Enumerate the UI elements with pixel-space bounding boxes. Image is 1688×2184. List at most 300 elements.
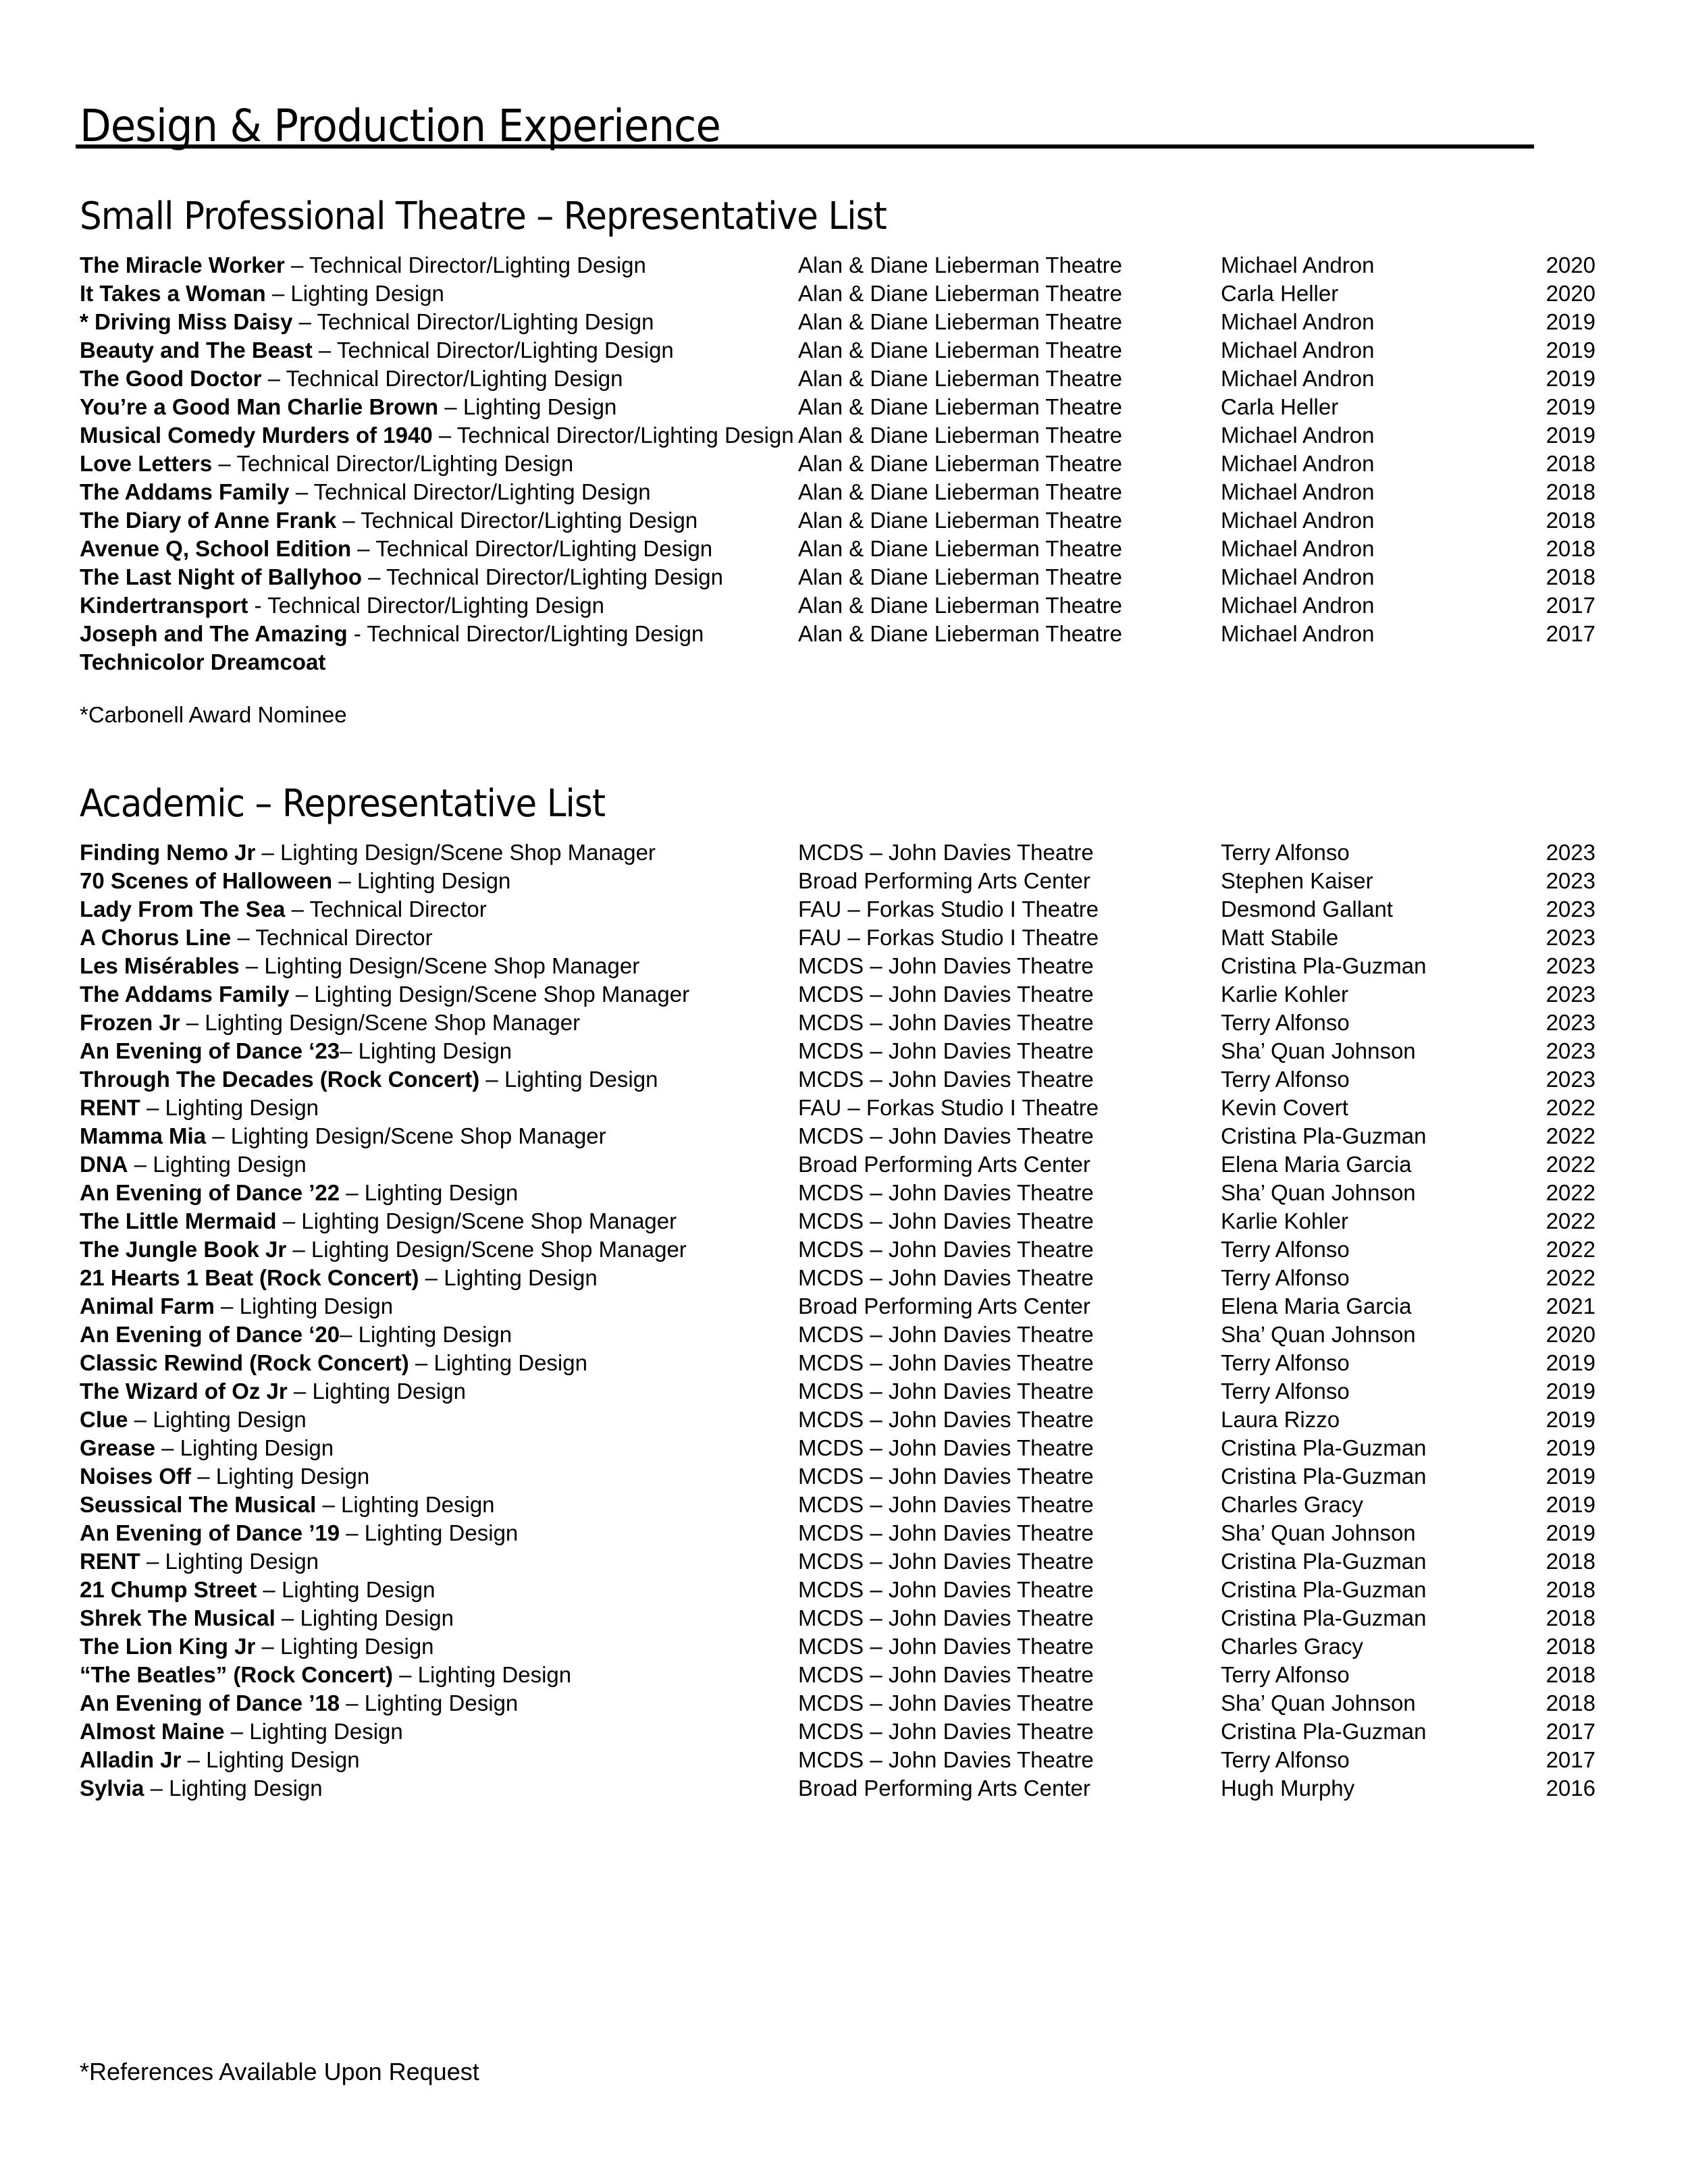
credit-director: Terry Alfonso xyxy=(1221,1010,1350,1035)
credit-role: Lighting Design xyxy=(215,1464,370,1489)
credit-title-cell xyxy=(80,1122,606,1150)
credit-role: Lighting Design xyxy=(206,1747,360,1772)
title-separator: – xyxy=(212,451,237,476)
show-title: 70 Scenes of Halloween xyxy=(80,868,333,893)
credit-venue: MCDS – John Davies Theatre xyxy=(798,1549,1094,1574)
credit-row xyxy=(0,838,1688,867)
credit-row xyxy=(0,1009,1688,1037)
credit-role: Lighting Design/Scene Shop Manager xyxy=(205,1010,581,1035)
credit-venue: FAU – Forkas Studio I Theatre xyxy=(798,897,1099,922)
credit-director: Terry Alfonso xyxy=(1221,1379,1350,1404)
show-title: 21 Hearts 1 Beat (Rock Concert) xyxy=(80,1265,419,1290)
credit-director: Karlie Kohler xyxy=(1221,1208,1348,1233)
title-separator: – xyxy=(255,840,281,865)
academic-heading: Academic – Representative List xyxy=(80,782,606,826)
title-separator: – xyxy=(255,1634,281,1659)
credit-year: 2022 xyxy=(1546,1208,1595,1233)
credit-row xyxy=(0,478,1688,506)
show-title: RENT xyxy=(80,1549,140,1574)
credit-venue: Broad Performing Arts Center xyxy=(798,868,1090,893)
credit-venue: Alan & Diane Lieberman Theatre xyxy=(798,281,1123,306)
show-title: Classic Rewind (Rock Concert) xyxy=(80,1350,409,1375)
credit-director: Cristina Pla-Guzman xyxy=(1221,1464,1427,1489)
show-title: Frozen Jr xyxy=(80,1010,180,1035)
credit-venue: Broad Performing Arts Center xyxy=(798,1776,1090,1801)
show-title: Shrek The Musical xyxy=(80,1605,275,1630)
credit-title-cell xyxy=(80,421,794,450)
title-separator: – xyxy=(351,536,376,561)
title-separator: – xyxy=(239,953,265,978)
credit-title-cell xyxy=(80,1491,495,1519)
show-title: Les Misérables xyxy=(80,953,240,978)
credit-year: 2023 xyxy=(1546,1010,1595,1035)
small-professional-list xyxy=(0,251,1688,676)
show-title: Joseph and The Amazing xyxy=(80,621,348,646)
credit-director: Hugh Murphy xyxy=(1221,1776,1355,1801)
credit-title-cell xyxy=(80,1179,518,1207)
credit-role: Technical Director/Lighting Design xyxy=(236,451,574,476)
credit-role: Lighting Design xyxy=(433,1350,587,1375)
title-separator: – xyxy=(128,1152,153,1177)
credit-year: 2016 xyxy=(1546,1776,1595,1801)
credit-role: Lighting Design/Scene Shop Manager xyxy=(230,1123,606,1148)
credit-title-cell xyxy=(80,478,651,506)
credit-title-cell xyxy=(80,1746,360,1774)
credit-row xyxy=(0,591,1688,620)
credit-title-cell xyxy=(80,336,674,365)
credit-year: 2021 xyxy=(1546,1294,1595,1319)
credit-venue: Broad Performing Arts Center xyxy=(798,1294,1090,1319)
credit-director: Desmond Gallant xyxy=(1221,897,1393,922)
credit-venue: Alan & Diane Lieberman Theatre xyxy=(798,621,1123,646)
academic-list xyxy=(0,838,1688,1803)
credit-director: Cristina Pla-Guzman xyxy=(1221,1435,1427,1460)
credit-director: Michael Andron xyxy=(1221,536,1375,561)
credit-director: Michael Andron xyxy=(1221,252,1375,277)
show-title: An Evening of Dance ‘23 xyxy=(80,1038,340,1063)
credit-year: 2023 xyxy=(1546,868,1595,893)
credit-title-cell xyxy=(80,393,616,421)
show-title: Alladin Jr xyxy=(80,1747,182,1772)
show-title: Beauty and The Beast xyxy=(80,338,313,363)
credit-year: 2023 xyxy=(1546,1067,1595,1092)
credit-title-cell xyxy=(80,251,646,279)
credit-year: 2022 xyxy=(1546,1265,1595,1290)
credit-title-cell xyxy=(80,1462,369,1491)
credit-title-cell xyxy=(80,620,704,648)
credit-director: Michael Andron xyxy=(1221,366,1375,391)
credit-title-cell xyxy=(80,279,444,308)
show-title: Finding Nemo Jr xyxy=(80,840,256,865)
credit-year: 2019 xyxy=(1546,423,1595,448)
credit-venue: MCDS – John Davies Theatre xyxy=(798,1605,1094,1630)
show-title: A Chorus Line xyxy=(80,925,232,950)
credit-row xyxy=(0,1321,1688,1349)
credit-venue: MCDS – John Davies Theatre xyxy=(798,1208,1094,1233)
credit-role: Lighting Design xyxy=(358,1038,512,1063)
title-separator: – xyxy=(140,1095,165,1120)
credit-venue: MCDS – John Davies Theatre xyxy=(798,1435,1094,1460)
credit-year: 2017 xyxy=(1546,1719,1595,1744)
credit-row xyxy=(0,1547,1688,1576)
credit-role: Lighting Design xyxy=(280,1634,434,1659)
credit-role: Lighting Design xyxy=(165,1549,319,1574)
credit-title-cell xyxy=(80,1321,512,1349)
credit-year: 2018 xyxy=(1546,1605,1595,1630)
credit-title-cell xyxy=(80,838,656,867)
credit-venue: FAU – Forkas Studio I Theatre xyxy=(798,925,1099,950)
credit-role: Lighting Design xyxy=(364,1690,519,1715)
credit-director: Michael Andron xyxy=(1221,593,1375,618)
credit-director: Michael Andron xyxy=(1221,423,1375,448)
credit-title-cell xyxy=(80,1689,518,1717)
credit-year: 2017 xyxy=(1546,593,1595,618)
credit-director: Kevin Covert xyxy=(1221,1095,1348,1120)
credit-year: 2019 xyxy=(1546,1464,1595,1489)
credit-director: Terry Alfonso xyxy=(1221,1237,1350,1262)
credit-role: Lighting Design/Scene Shop Manager xyxy=(264,953,640,978)
credit-role: Technical Director/Lighting Design xyxy=(456,423,794,448)
credit-title-cell xyxy=(80,1576,435,1604)
credit-director: Charles Gracy xyxy=(1221,1492,1363,1517)
credit-row xyxy=(0,393,1688,421)
credit-director: Carla Heller xyxy=(1221,394,1339,419)
credit-director: Sha’ Quan Johnson xyxy=(1221,1520,1416,1545)
credit-year: 2019 xyxy=(1546,394,1595,419)
credit-year: 2022 xyxy=(1546,1123,1595,1148)
credit-role: Lighting Design xyxy=(364,1180,519,1205)
title-separator: – xyxy=(181,1747,207,1772)
credit-venue: MCDS – John Davies Theatre xyxy=(798,1038,1094,1063)
credit-role: Technical Director/Lighting Design xyxy=(317,309,654,334)
credit-director: Carla Heller xyxy=(1221,281,1339,306)
show-title: The Wizard of Oz Jr xyxy=(80,1379,288,1404)
credit-title-cell xyxy=(80,1009,580,1037)
credit-row xyxy=(0,1576,1688,1604)
credit-year: 2018 xyxy=(1546,508,1595,533)
credit-venue: MCDS – John Davies Theatre xyxy=(798,1747,1094,1772)
credit-director: Elena Maria Garcia xyxy=(1221,1152,1412,1177)
title-separator: – xyxy=(340,1520,365,1545)
credit-year: 2023 xyxy=(1546,1038,1595,1063)
title-separator: – xyxy=(316,1492,342,1517)
credit-venue: FAU – Forkas Studio I Theatre xyxy=(798,1095,1099,1120)
credit-title-cell xyxy=(80,1519,518,1547)
credit-row xyxy=(0,1661,1688,1689)
show-title: Mamma Mia xyxy=(80,1123,207,1148)
credit-role: Technical Director xyxy=(309,897,487,922)
title-separator: - xyxy=(248,593,268,618)
credit-title-cell xyxy=(80,1406,307,1434)
show-title: Musical Comedy Murders of 1940 xyxy=(80,423,433,448)
credit-director: Cristina Pla-Guzman xyxy=(1221,1549,1427,1574)
credit-director: Laura Rizzo xyxy=(1221,1407,1340,1432)
credit-row xyxy=(0,535,1688,563)
title-separator: – xyxy=(140,1549,165,1574)
title-separator: – xyxy=(340,1322,359,1347)
credit-title-cell xyxy=(80,1094,319,1122)
title-separator: - xyxy=(347,621,367,646)
credit-year: 2019 xyxy=(1546,1435,1595,1460)
title-separator: – xyxy=(287,1379,313,1404)
show-title: Technicolor Dreamcoat xyxy=(80,649,326,674)
title-separator: – xyxy=(206,1123,231,1148)
credit-director: Matt Stabile xyxy=(1221,925,1339,950)
credit-director: Cristina Pla-Guzman xyxy=(1221,1719,1427,1744)
credit-role: Lighting Design xyxy=(300,1605,454,1630)
credit-role: Lighting Design xyxy=(444,1265,598,1290)
credit-role: Lighting Design xyxy=(417,1662,572,1687)
credit-title-cell xyxy=(80,1235,687,1264)
credit-title-cell xyxy=(80,648,325,676)
credit-row xyxy=(0,1774,1688,1803)
credit-row xyxy=(0,1746,1688,1774)
credit-director: Sha’ Quan Johnson xyxy=(1221,1180,1416,1205)
credit-title-cell xyxy=(80,1661,571,1689)
credit-title-cell xyxy=(80,1207,677,1235)
credit-year: 2022 xyxy=(1546,1152,1595,1177)
credit-title-cell xyxy=(80,1150,307,1179)
credit-venue: MCDS – John Davies Theatre xyxy=(798,953,1094,978)
credit-director: Michael Andron xyxy=(1221,338,1375,363)
credit-year: 2017 xyxy=(1546,621,1595,646)
credit-role: Lighting Design/Scene Shop Manager xyxy=(301,1208,677,1233)
credit-row xyxy=(0,1094,1688,1122)
show-title: The Good Doctor xyxy=(80,366,262,391)
credit-venue: MCDS – John Davies Theatre xyxy=(798,1634,1094,1659)
credit-row xyxy=(0,648,1688,676)
credit-director: Charles Gracy xyxy=(1221,1634,1363,1659)
title-separator: – xyxy=(362,564,387,589)
title-separator: – xyxy=(312,338,337,363)
credit-year: 2022 xyxy=(1546,1095,1595,1120)
credit-row xyxy=(0,1377,1688,1406)
credit-title-cell xyxy=(80,1604,454,1632)
credit-director: Terry Alfonso xyxy=(1221,840,1350,865)
credit-year: 2023 xyxy=(1546,953,1595,978)
credit-title-cell xyxy=(80,506,697,535)
credit-role: Lighting Design xyxy=(281,1577,436,1602)
credit-title-cell xyxy=(80,1264,598,1292)
credit-row xyxy=(0,952,1688,980)
credit-venue: MCDS – John Davies Theatre xyxy=(798,1719,1094,1744)
title-separator: – xyxy=(432,423,457,448)
title-separator: – xyxy=(276,1208,302,1233)
credit-row xyxy=(0,506,1688,535)
credit-venue: MCDS – John Davies Theatre xyxy=(798,840,1094,865)
title-separator: – xyxy=(340,1180,365,1205)
credit-venue: MCDS – John Davies Theatre xyxy=(798,1379,1094,1404)
title-separator: – xyxy=(214,1294,240,1319)
credit-venue: MCDS – John Davies Theatre xyxy=(798,1690,1094,1715)
credit-director: Terry Alfonso xyxy=(1221,1350,1350,1375)
credit-row xyxy=(0,1235,1688,1264)
credit-year: 2019 xyxy=(1546,338,1595,363)
credit-role: Technical Director/Lighting Design xyxy=(375,536,713,561)
credit-role: Lighting Design xyxy=(153,1152,307,1177)
credit-role: Lighting Design xyxy=(180,1435,334,1460)
credit-year: 2018 xyxy=(1546,1634,1595,1659)
show-title: Grease xyxy=(80,1435,155,1460)
credit-director: Terry Alfonso xyxy=(1221,1265,1350,1290)
credit-role: Technical Director/Lighting Design xyxy=(267,593,605,618)
credit-role: Lighting Design xyxy=(165,1095,319,1120)
credit-director: Michael Andron xyxy=(1221,564,1375,589)
credit-row xyxy=(0,1037,1688,1065)
credit-year: 2020 xyxy=(1546,252,1595,277)
credit-venue: MCDS – John Davies Theatre xyxy=(798,1067,1094,1092)
credit-role: Technical Director/Lighting Design xyxy=(313,479,651,504)
credit-title-cell xyxy=(80,1547,319,1576)
credit-director: Cristina Pla-Guzman xyxy=(1221,953,1427,978)
show-title: It Takes a Woman xyxy=(80,281,266,306)
credit-director: Michael Andron xyxy=(1221,309,1375,334)
credit-year: 2018 xyxy=(1546,451,1595,476)
credit-venue: MCDS – John Davies Theatre xyxy=(798,1322,1094,1347)
show-title: “The Beatles” (Rock Concert) xyxy=(80,1662,393,1687)
credit-row xyxy=(0,563,1688,591)
title-separator: – xyxy=(231,925,256,950)
credit-venue: MCDS – John Davies Theatre xyxy=(798,1520,1094,1545)
title-separator: – xyxy=(286,1237,311,1262)
credit-row xyxy=(0,1717,1688,1746)
credit-row xyxy=(0,867,1688,895)
title-separator: – xyxy=(408,1350,434,1375)
credit-year: 2019 xyxy=(1546,1379,1595,1404)
credit-year: 2023 xyxy=(1546,982,1595,1007)
credit-venue: Alan & Diane Lieberman Theatre xyxy=(798,423,1123,448)
credit-role: Lighting Design xyxy=(312,1379,466,1404)
show-title: The Lion King Jr xyxy=(80,1634,256,1659)
show-title: The Addams Family xyxy=(80,479,290,504)
credit-title-cell xyxy=(80,1037,512,1065)
credit-venue: Alan & Diane Lieberman Theatre xyxy=(798,479,1123,504)
credit-row xyxy=(0,1406,1688,1434)
credit-year: 2023 xyxy=(1546,840,1595,865)
title-separator: – xyxy=(257,1577,282,1602)
credit-title-cell xyxy=(80,563,723,591)
show-title: DNA xyxy=(80,1152,128,1177)
credit-year: 2019 xyxy=(1546,366,1595,391)
credit-role: Lighting Design xyxy=(358,1322,512,1347)
credit-row xyxy=(0,895,1688,924)
small-professional-heading: Small Professional Theatre – Representative List xyxy=(80,194,887,238)
credit-row xyxy=(0,279,1688,308)
title-separator: – xyxy=(289,982,315,1007)
credit-director: Michael Andron xyxy=(1221,508,1375,533)
credit-year: 2018 xyxy=(1546,536,1595,561)
show-title: Lady From The Sea xyxy=(80,897,286,922)
credit-year: 2018 xyxy=(1546,479,1595,504)
credit-director: Terry Alfonso xyxy=(1221,1067,1350,1092)
show-title: Through The Decades (Rock Concert) xyxy=(80,1067,480,1092)
credit-row xyxy=(0,924,1688,952)
credit-row xyxy=(0,336,1688,365)
credit-row xyxy=(0,365,1688,393)
credit-role: Technical Director/Lighting Design xyxy=(286,366,623,391)
credit-row xyxy=(0,620,1688,648)
show-title: The Last Night of Ballyhoo xyxy=(80,564,362,589)
credit-row xyxy=(0,1264,1688,1292)
credit-row xyxy=(0,450,1688,478)
show-title: An Evening of Dance ‘20 xyxy=(80,1322,340,1347)
credit-row xyxy=(0,1632,1688,1661)
show-title: The Miracle Worker xyxy=(80,252,285,277)
credit-venue: Alan & Diane Lieberman Theatre xyxy=(798,309,1123,334)
credit-row xyxy=(0,1207,1688,1235)
title-separator: – xyxy=(289,479,314,504)
title-separator: – xyxy=(479,1067,504,1092)
credit-role: Lighting Design/Scene Shop Manager xyxy=(314,982,690,1007)
credit-director: Cristina Pla-Guzman xyxy=(1221,1605,1427,1630)
show-title: Avenue Q, School Edition xyxy=(80,536,352,561)
credit-title-cell xyxy=(80,1434,334,1462)
credit-director: Stephen Kaiser xyxy=(1221,868,1373,893)
title-separator: – xyxy=(336,508,361,533)
credit-title-cell xyxy=(80,1632,434,1661)
credit-role: Lighting Design xyxy=(239,1294,394,1319)
credit-venue: MCDS – John Davies Theatre xyxy=(798,1407,1094,1432)
title-separator: – xyxy=(438,394,463,419)
title-separator: – xyxy=(284,252,309,277)
credit-year: 2018 xyxy=(1546,1549,1595,1574)
credit-year: 2019 xyxy=(1546,1350,1595,1375)
credit-director: Sha’ Quan Johnson xyxy=(1221,1038,1416,1063)
credit-title-cell xyxy=(80,365,623,393)
credit-venue: MCDS – John Davies Theatre xyxy=(798,1577,1094,1602)
credit-venue: Alan & Diane Lieberman Theatre xyxy=(798,451,1123,476)
credit-director: Sha’ Quan Johnson xyxy=(1221,1690,1416,1715)
credit-role: Technical Director/Lighting Design xyxy=(367,621,704,646)
credit-role: Lighting Design xyxy=(357,868,511,893)
show-title: Almost Maine xyxy=(80,1719,225,1744)
title-separator: – xyxy=(275,1605,300,1630)
credit-title-cell xyxy=(80,1349,587,1377)
credit-year: 2019 xyxy=(1546,1520,1595,1545)
credit-row xyxy=(0,1179,1688,1207)
credit-director: Michael Andron xyxy=(1221,479,1375,504)
title-separator: – xyxy=(340,1690,365,1715)
credit-venue: Alan & Diane Lieberman Theatre xyxy=(798,508,1123,533)
credit-role: Lighting Design xyxy=(341,1492,495,1517)
credit-role: Lighting Design xyxy=(169,1776,323,1801)
credit-director: Cristina Pla-Guzman xyxy=(1221,1577,1427,1602)
credit-director: Elena Maria Garcia xyxy=(1221,1294,1412,1319)
title-separator: – xyxy=(144,1776,169,1801)
credit-venue: Alan & Diane Lieberman Theatre xyxy=(798,564,1123,589)
title-separator: – xyxy=(128,1407,153,1432)
credit-venue: Broad Performing Arts Center xyxy=(798,1152,1090,1177)
show-title: Noises Off xyxy=(80,1464,192,1489)
title-separator: – xyxy=(261,366,286,391)
credit-row xyxy=(0,1462,1688,1491)
credit-title-cell xyxy=(80,1292,393,1321)
credit-title-cell xyxy=(80,1774,323,1803)
show-title: RENT xyxy=(80,1095,140,1120)
title-separator: – xyxy=(285,897,310,922)
credit-year: 2018 xyxy=(1546,1662,1595,1687)
credit-row xyxy=(0,308,1688,336)
credit-venue: Alan & Diane Lieberman Theatre xyxy=(798,338,1123,363)
credit-year: 2017 xyxy=(1546,1747,1595,1772)
title-separator: – xyxy=(155,1435,180,1460)
show-title: The Addams Family xyxy=(80,982,290,1007)
credit-director: Karlie Kohler xyxy=(1221,982,1348,1007)
show-title: The Little Mermaid xyxy=(80,1208,277,1233)
references-note: *References Available Upon Request xyxy=(80,2058,479,2085)
credit-year: 2020 xyxy=(1546,1322,1595,1347)
show-title: An Evening of Dance ’19 xyxy=(80,1520,340,1545)
